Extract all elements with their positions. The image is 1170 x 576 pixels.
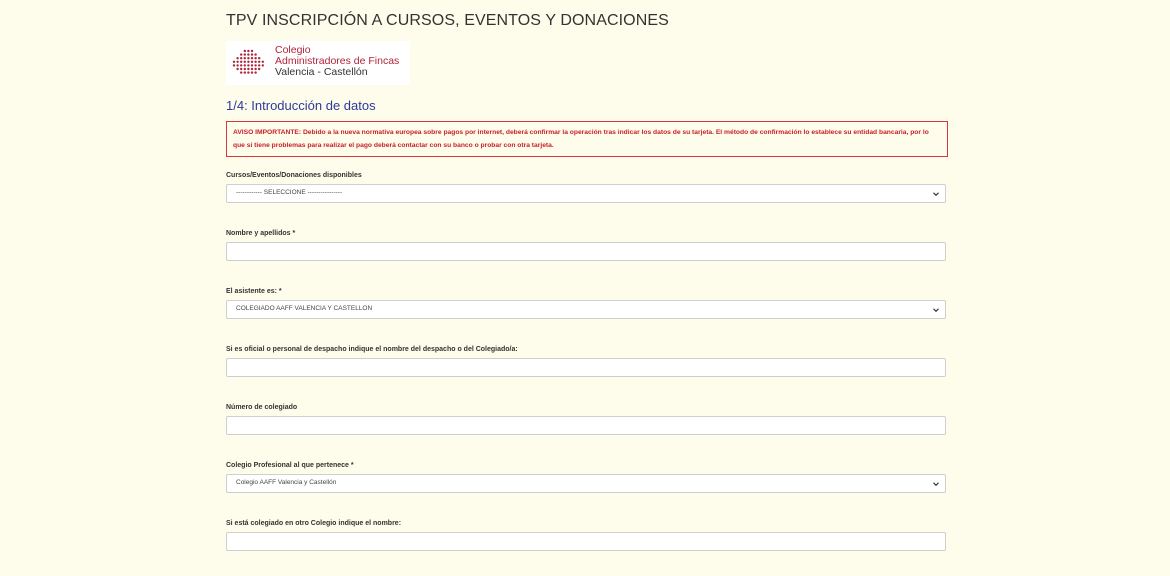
logo-line-2: Administradores de Fincas [275,55,400,67]
logo-dots-icon [230,45,272,81]
asistente-label: El asistente es: * [226,288,282,295]
asistente-select[interactable] [226,300,946,319]
cursos-selected-value: ------------ SELECCIONE ---------------- [236,189,343,196]
despacho-label: Si es oficial o personal de despacho indique el nombre del despacho o del Colegiado/a: [226,346,518,353]
important-notice: AVISO IMPORTANTE: Debido a la nueva normativa europea sobre pagos por internet, deberá confirmar la operación tras indicar los datos de su tarjeta. El método de confirmación lo establece su entidad bancaria, por lo que si tiene problemas para realizar el pago deberá contactar con su banco o probar con otra tarjeta. [226,121,948,157]
cursos-select[interactable] [226,184,946,203]
despacho-input[interactable] [226,358,946,377]
colegio-selected-value: Colegio AAFF Valencia y Castellón [236,479,337,486]
college-logo [226,41,410,85]
colegio-label: Colegio Profesional al que pertenece * [226,462,354,469]
logo-line-3: Valencia - Castellón [275,66,368,78]
step-title: 1/4: Introducción de datos [226,98,376,113]
cursos-label: Cursos/Eventos/Donaciones disponibles [226,172,362,179]
numero-label: Número de colegiado [226,404,298,411]
page-title: TPV INSCRIPCIÓN A CURSOS, EVENTOS Y DONACIONES [226,12,669,29]
chevron-down-icon [932,190,940,198]
colegio-select[interactable] [226,474,946,493]
nombre-input[interactable] [226,242,946,261]
asistente-selected-value: COLEGIADO AAFF VALENCIA Y CASTELLON [236,305,373,312]
chevron-down-icon [932,480,940,488]
numero-colegiado-input[interactable] [226,416,946,435]
otro-colegio-input[interactable] [226,532,946,551]
otro-colegio-label: Si está colegiado en otro Colegio indique el nombre: [226,520,402,527]
logo-line-1: Colegio [275,44,311,56]
nombre-label: Nombre y apellidos * [226,230,296,237]
chevron-down-icon [932,306,940,314]
